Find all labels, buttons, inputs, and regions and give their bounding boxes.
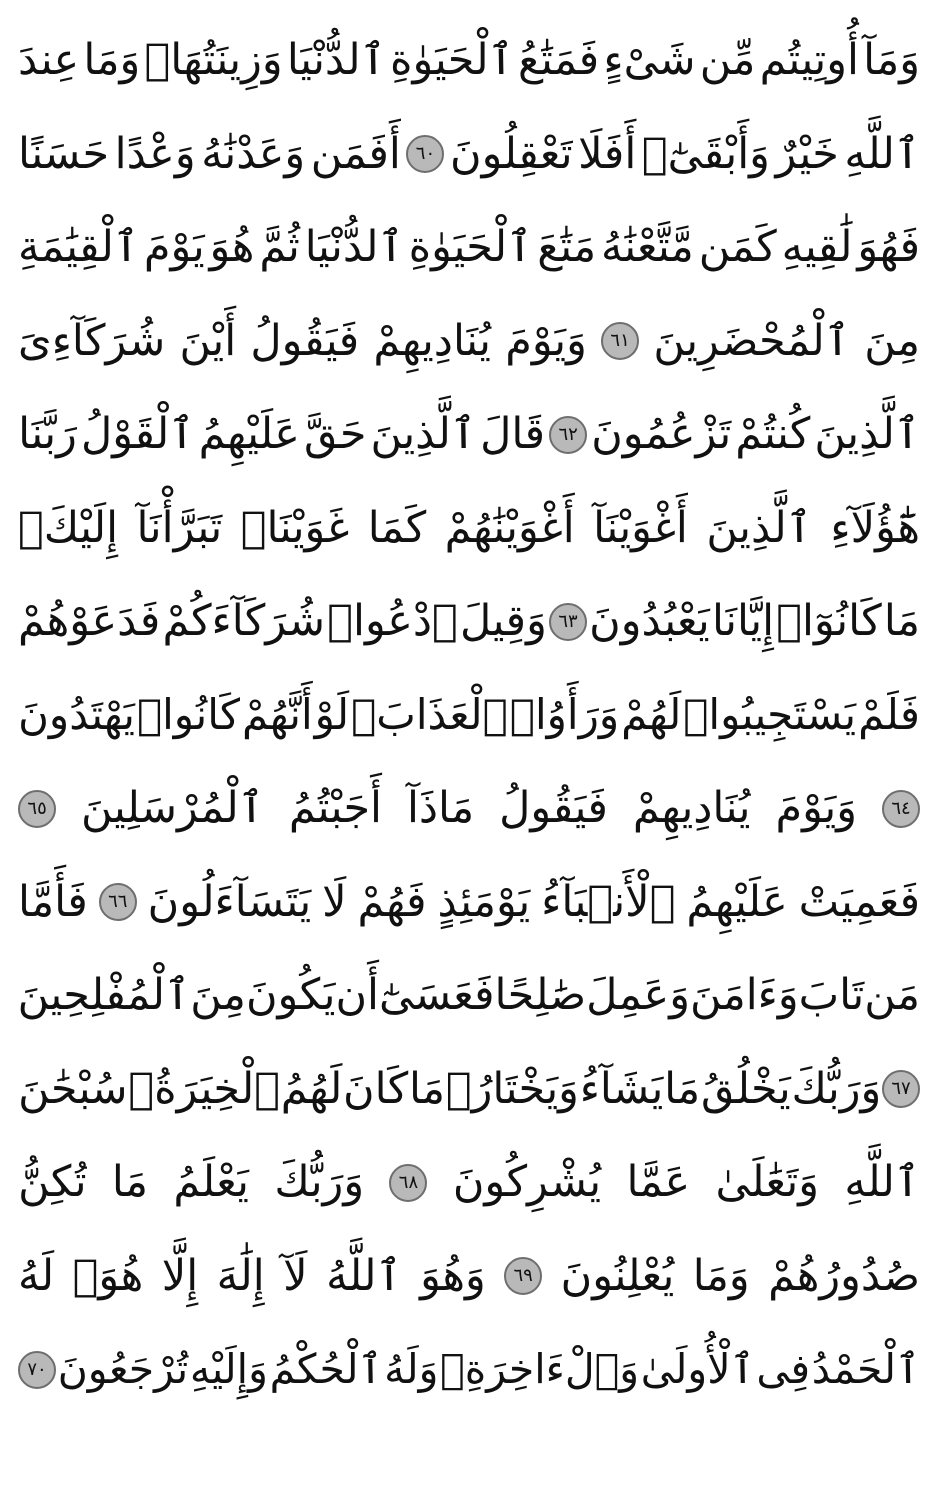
quran-word: ٱلْخِيَرَةُۚ <box>128 1063 281 1114</box>
quran-word: ٱلَّذِينَ <box>370 409 477 460</box>
quran-word: ٱلْحَمْدُ <box>811 1345 920 1394</box>
text-line <box>18 108 920 202</box>
quran-word: ٱلْحَيَوٰةِ <box>389 35 514 86</box>
quran-word: يَهْتَدُونَ <box>18 690 135 740</box>
quran-word: كَمَا <box>367 502 427 553</box>
quran-word: كَانُوٓا۟ <box>776 596 882 647</box>
quran-word: وَهُوَ <box>420 1250 486 1301</box>
quran-word: فَعَمِيَتْ <box>798 876 920 927</box>
quran-word: ٱلْمُرْسَلِينَ <box>81 783 264 834</box>
quran-word: فَلَمْ <box>858 690 920 740</box>
quran-word: يَوْمَ <box>143 222 205 273</box>
quran-word: أَجَبْتُمُ <box>288 783 382 834</box>
quran-word: تُرْجَعُونَ <box>57 1345 189 1394</box>
quran-word: أَغْوَيْنَآ <box>593 502 688 553</box>
quran-word: وَءَامَنَ <box>689 970 799 1021</box>
text-line <box>18 1043 920 1137</box>
text-line <box>18 856 920 950</box>
quran-word: ٱدْعُوا۟ <box>327 596 458 647</box>
quran-word: أَغْوَيْنَٰهُمْ <box>444 502 575 553</box>
quran-word: عَلَيْهِمُ <box>686 876 788 927</box>
quran-word: فَدَعَوْهُمْ <box>18 596 161 647</box>
ayah-number-marker: ٦٦ <box>99 883 137 921</box>
quran-word: وَعْدًا <box>114 128 196 179</box>
quran-word: غَوَيْنَاۖ <box>240 502 350 553</box>
quran-word: ٱلْعَذَابَۚ <box>351 690 508 740</box>
quran-word: ٱلَّذِينَ <box>814 409 920 460</box>
text-line <box>18 669 920 763</box>
quran-word: أَفَمَن <box>310 128 401 179</box>
quran-word: إِيَّانَا <box>711 596 775 647</box>
quran-word: تَعْقِلُونَ <box>450 128 573 179</box>
quran-word: وَمَآ <box>863 35 920 86</box>
quran-word: هُوَ <box>209 222 255 273</box>
quran-word: كَمَن <box>698 222 777 273</box>
quran-word: هُوَۖ <box>72 1250 144 1301</box>
quran-word: ٱلْقَوْلُ <box>80 409 195 460</box>
quran-word: وَرَأَوُا۟ <box>509 690 620 740</box>
quran-word: ٱلْأَنۢبَآءُ <box>541 876 676 927</box>
quran-word: يُنَادِيهِمْ <box>632 783 751 834</box>
quran-word: فَأَمَّا <box>18 876 88 927</box>
text-line <box>18 762 920 856</box>
quran-word: تُكِنُّ <box>18 1157 87 1208</box>
quran-word: مَتَٰعَ <box>537 222 597 273</box>
quran-word: مَاذَآ <box>406 783 475 834</box>
text-line <box>18 1230 920 1324</box>
quran-word: كَانَ <box>343 1063 409 1114</box>
text-line <box>18 482 920 576</box>
quran-word: ٱللَّهُ <box>326 1250 402 1301</box>
quran-word: لَوْ <box>314 690 350 740</box>
quran-word: يَسْتَجِيبُوا۟ <box>683 690 857 740</box>
quran-word: ثُمَّ <box>259 222 300 273</box>
quran-word: خَيْرٌ <box>775 128 839 179</box>
quran-word: تَزْعُمُونَ <box>591 409 732 460</box>
quran-word: كُنتُمْ <box>735 409 811 460</box>
ayah-number-marker: ٦٠ <box>406 135 444 173</box>
quran-word: وَقِيلَ <box>459 596 547 647</box>
quran-word: مَن <box>864 970 920 1021</box>
quran-word: يُعْلِنُونَ <box>560 1250 675 1301</box>
quran-word: إِلَٰهَ <box>216 1250 265 1301</box>
quran-word: يَوْمَئِذٍ <box>437 876 531 927</box>
quran-word: مِنَ <box>190 970 246 1021</box>
quran-word: إِلَيْكَۖ <box>18 502 119 553</box>
ayah-number-marker: ٦٨ <box>389 1164 427 1202</box>
quran-word: ٱلْأُولَىٰ <box>640 1345 755 1394</box>
quran-word: سُبْحَٰنَ <box>18 1063 128 1114</box>
quran-word: فِى <box>756 1345 811 1394</box>
quran-word: مِّن <box>699 35 756 86</box>
quran-word: إِلَّا <box>161 1250 199 1301</box>
quran-text-block <box>18 14 920 1417</box>
quran-word: حَسَنًا <box>18 128 110 179</box>
quran-word: ٱلْحُكْمُ <box>269 1345 383 1394</box>
quran-word: أَفَلَا <box>578 128 637 179</box>
quran-word: عَمَّا <box>626 1157 691 1208</box>
quran-word: وَيَخْتَارُۗ <box>445 1063 579 1114</box>
quran-word: مَا <box>408 1063 446 1114</box>
quran-word: وَلَهُ <box>384 1345 439 1394</box>
text-line <box>18 1136 920 1230</box>
quran-word: فَمَتَٰعُ <box>517 35 600 86</box>
quran-word: يَشَآءُ <box>579 1063 664 1114</box>
quran-word: شُرَكَآءَكُمْ <box>162 596 326 647</box>
quran-word: وَيَوْمَ <box>505 315 587 366</box>
quran-word: وَرَبُّكَ <box>791 1063 882 1114</box>
quran-word: تَبَرَّأْنَآ <box>136 502 223 553</box>
quran-word: وَرَبُّكَ <box>274 1157 365 1208</box>
quran-word: ٱللَّهِ <box>844 1157 920 1208</box>
quran-word: ٱلْمُفْلِحِينَ <box>18 970 191 1021</box>
quran-word: عَلَيْهِمُ <box>198 409 300 460</box>
quran-word: لَهُمُ <box>280 1063 343 1114</box>
quran-word: وَيَوْمَ <box>775 783 858 834</box>
quran-word: ٱلدُّنْيَا <box>286 35 386 86</box>
ayah-number-marker: ٦٩ <box>504 1257 542 1295</box>
quran-word: مَا <box>883 596 920 647</box>
quran-word: وَمَا <box>692 1250 750 1301</box>
quran-word: فَيَقُولُ <box>250 315 360 366</box>
quran-word: أَنَّهُمْ <box>241 690 313 740</box>
quran-word: تَابَ <box>798 970 865 1021</box>
quran-word: ٱلْحَيَوٰةِ <box>408 222 533 273</box>
ayah-number-marker: ٦١ <box>601 322 639 360</box>
ayah-number-marker: ٦٣ <box>549 603 587 641</box>
quran-word: وَعَمِلَ <box>586 970 690 1021</box>
quran-word: لَآ <box>283 1250 308 1301</box>
quran-word: صَٰلِحًا <box>494 970 587 1021</box>
ayah-number-marker: ٦٤ <box>882 790 920 828</box>
text-line <box>18 575 920 669</box>
quran-word: وَزِينَتُهَاۚ <box>144 35 283 86</box>
quran-word: وَإِلَيْهِ <box>189 1345 268 1394</box>
text-line <box>18 295 920 389</box>
text-line <box>18 949 920 1043</box>
quran-word: ٱللَّهِ <box>844 128 920 179</box>
quran-word: يَخْلُقُ <box>700 1063 791 1114</box>
text-line <box>18 201 920 295</box>
quran-word: فَهُمْ <box>357 876 427 927</box>
quran-word: وَٱلْءَاخِرَةِۖ <box>440 1345 640 1394</box>
quran-word: قَالَ <box>480 409 546 460</box>
quran-word: لَهُمْ <box>621 690 682 740</box>
quran-word: أُوتِيتُم <box>759 35 859 86</box>
quran-word: وَأَبْقَىٰٓۚ <box>641 128 770 179</box>
quran-word: فَيَقُولُ <box>499 783 608 834</box>
ayah-number-marker: ٦٢ <box>549 416 587 454</box>
quran-word: فَهُوَ <box>857 222 920 273</box>
quran-word: يَكُونَ <box>245 970 336 1021</box>
quran-word: مَا <box>664 1063 701 1114</box>
quran-word: شَىْءٍ <box>603 35 696 86</box>
quran-word: لَٰقِيهِ <box>781 222 853 273</box>
quran-word: يُنَادِيهِمْ <box>373 315 492 366</box>
ayah-number-marker: ٦٥ <box>18 790 56 828</box>
quran-word: وَتَعَٰلَىٰ <box>715 1157 820 1208</box>
quran-word: أَن <box>335 970 379 1021</box>
quran-word: ٱلدُّنْيَا <box>304 222 404 273</box>
text-line <box>18 14 920 108</box>
quran-word: يَعْلَمُ <box>173 1157 249 1208</box>
quran-word: صُدُورُهُمْ <box>768 1250 920 1301</box>
quran-word: أَيْنَ <box>179 315 237 366</box>
quran-word: لَهُ <box>18 1250 55 1301</box>
quran-word: يَتَسَآءَلُونَ <box>147 876 312 927</box>
quran-word: هَٰٓؤُلَآءِ <box>830 502 920 553</box>
quran-word: شُرَكَآءِىَ <box>18 315 166 366</box>
quran-word: مِنَ <box>864 315 920 366</box>
quran-word: لَا <box>322 876 347 927</box>
quran-word: وَعَدْنَٰهُ <box>201 128 306 179</box>
quran-word: رَبَّنَا <box>18 409 77 460</box>
ayah-number-marker: ٧٠ <box>18 1351 56 1389</box>
quran-word: يُشْرِكُونَ <box>452 1157 602 1208</box>
quran-word: وَمَا <box>83 35 141 86</box>
quran-word: مَا <box>111 1157 149 1208</box>
quran-word: عِندَ <box>18 35 80 86</box>
quran-word: حَقَّ <box>303 409 367 460</box>
text-line <box>18 1323 920 1417</box>
ayah-number-marker: ٦٧ <box>882 1070 920 1108</box>
quran-word: كَانُوا۟ <box>136 690 240 740</box>
text-line <box>18 388 920 482</box>
quran-word: ٱلَّذِينَ <box>706 502 812 553</box>
quran-word: ٱلْقِيَٰمَةِ <box>18 222 139 273</box>
quran-word: فَعَسَىٰٓ <box>379 970 495 1021</box>
quran-word: ٱلْمُحْضَرِينَ <box>653 315 850 366</box>
quran-word: مَّتَّعْنَٰهُ <box>601 222 694 273</box>
quran-word: يَعْبُدُونَ <box>589 596 710 647</box>
